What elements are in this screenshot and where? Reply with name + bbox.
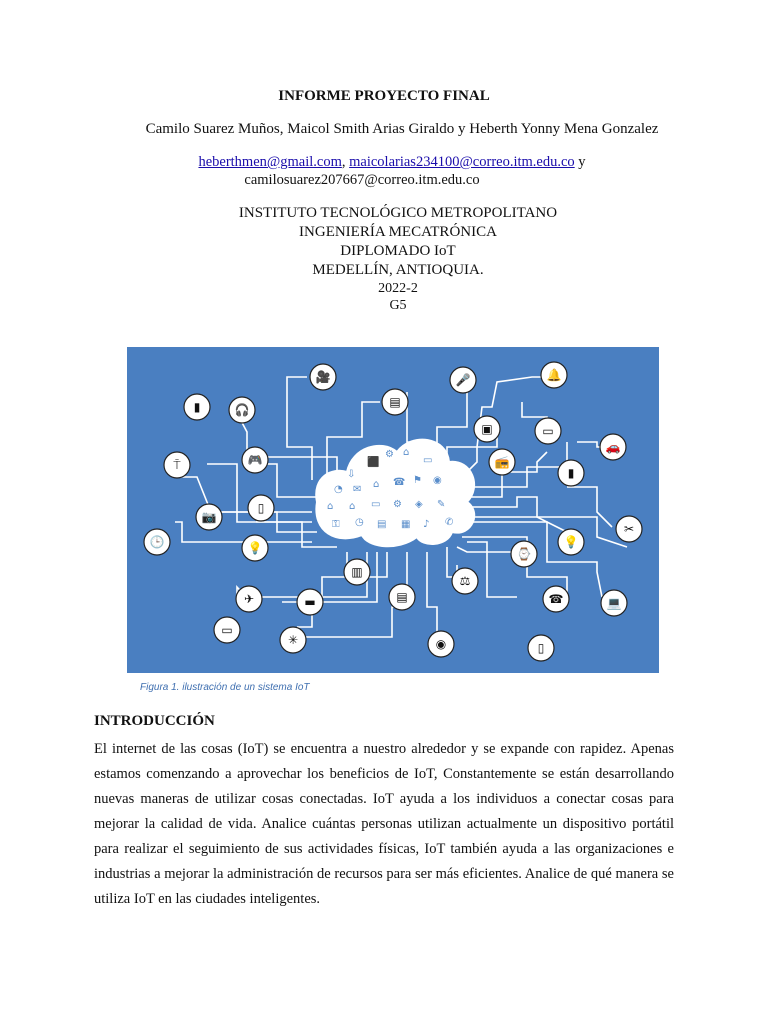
svg-text:🎧: 🎧: [234, 403, 250, 417]
svg-text:▯: ▯: [257, 501, 265, 515]
svg-text:◉: ◉: [433, 475, 442, 486]
svg-text:🕒: 🕒: [149, 535, 165, 549]
svg-text:▭: ▭: [371, 499, 381, 510]
svg-text:⌂: ⌂: [349, 501, 356, 512]
svg-text:☎: ☎: [393, 477, 406, 488]
intro-paragraph: El internet de las cosas (IoT) se encuentra a nuestro alrededor y se expande con rapidez. Apenas estamos comenzando a aprovechar los beneficios de IoT, Constantemente se están desarrollando nuevas maneras de utilizar cosas conectadas. IoT ayuda a los individuos a conectar cosas para mejorar la calidad de vida. Analice cuántas personas utilizan actualmente un dispositivo portátil para realizar el seguimiento de sus actividades físicas, IoT también ayuda a las organizaciones e industrias a mejorar la administración de recursos para ser más eficientes. Analice de qué manera se utiliza IoT en las ciudades inteligentes.: [94, 741, 674, 907]
svg-text:◈: ◈: [415, 499, 423, 510]
course-name: DIPLOMADO IoT: [340, 243, 456, 259]
svg-text:🎮: 🎮: [247, 453, 263, 467]
svg-text:▤: ▤: [396, 590, 408, 604]
email-link-maicol[interactable]: maicolarias234100@correo.itm.edu.co: [349, 154, 575, 170]
svg-text:📻: 📻: [494, 455, 510, 469]
svg-text:▤: ▤: [389, 395, 401, 409]
svg-text:▥: ▥: [351, 565, 363, 579]
svg-text:💡: 💡: [563, 535, 579, 549]
svg-text:⍑: ⍑: [173, 458, 181, 472]
svg-text:◷: ◷: [355, 517, 364, 528]
svg-text:▬: ▬: [304, 595, 316, 609]
svg-text:⌂: ⌂: [327, 501, 334, 512]
email-separator: ,: [341, 154, 350, 170]
svg-text:◔: ◔: [334, 484, 343, 495]
svg-text:▭: ▭: [423, 455, 433, 466]
svg-text:☎: ☎: [548, 592, 564, 606]
document-title: INFORME PROYECTO FINAL: [278, 88, 490, 104]
svg-text:✂: ✂: [623, 522, 635, 536]
email-camilo: camilosuarez207667@correo.itm.edu.co: [244, 172, 480, 188]
svg-text:📷: 📷: [201, 510, 217, 524]
svg-text:⌂: ⌂: [403, 447, 410, 458]
iot-network-diagram: [127, 347, 659, 673]
cloud-shape: [316, 440, 474, 547]
period: 2022-2: [378, 281, 418, 296]
svg-text:✳: ✳: [287, 633, 299, 647]
svg-text:⚖: ⚖: [459, 574, 471, 588]
intro-heading: INTRODUCCIÓN: [94, 713, 215, 729]
program-name: INGENIERÍA MECATRÓNICA: [299, 224, 497, 240]
svg-text:⇩: ⇩: [347, 469, 356, 480]
svg-text:⚙: ⚙: [393, 499, 402, 510]
svg-text:✉: ✉: [353, 484, 362, 495]
svg-text:▯: ▯: [537, 641, 545, 655]
email-separator: y: [574, 154, 586, 170]
svg-text:🎥: 🎥: [315, 370, 331, 384]
figure-caption: Figura 1. ilustración de un sistema IoT: [140, 682, 310, 693]
svg-text:⚿: ⚿: [332, 519, 340, 530]
city-name: MEDELLÍN, ANTIOQUIA.: [312, 262, 484, 278]
institution-name: INSTITUTO TECNOLÓGICO METROPOLITANO: [238, 205, 558, 221]
svg-text:▤: ▤: [377, 519, 387, 530]
svg-text:🚗: 🚗: [605, 440, 621, 454]
email-link-heberth[interactable]: heberthmen@gmail.com: [198, 154, 342, 170]
svg-text:◉: ◉: [435, 637, 447, 651]
svg-text:⚑: ⚑: [413, 475, 422, 486]
svg-text:✆: ✆: [445, 517, 454, 528]
svg-text:▮: ▮: [567, 466, 575, 480]
svg-text:▭: ▭: [542, 424, 554, 438]
svg-text:▣: ▣: [481, 422, 493, 436]
svg-text:⚙: ⚙: [385, 449, 394, 460]
svg-text:✈: ✈: [243, 592, 255, 606]
svg-text:💻: 💻: [606, 596, 622, 610]
svg-text:▦: ▦: [401, 519, 411, 530]
svg-text:✎: ✎: [437, 499, 446, 510]
svg-text:🔔: 🔔: [546, 368, 562, 382]
svg-text:🎤: 🎤: [455, 373, 471, 387]
svg-text:⌚: ⌚: [516, 547, 532, 561]
emails-line: [8, 154, 768, 171]
iot-illustration: [127, 347, 659, 673]
authors-line: Camilo Suarez Muños, Maicol Smith Arias Giraldo y Heberth Yonny Mena Gonzalez: [145, 121, 659, 137]
svg-text:💡: 💡: [247, 541, 263, 555]
svg-text:▮: ▮: [193, 400, 201, 414]
svg-text:⌂: ⌂: [373, 479, 380, 490]
group: G5: [389, 298, 407, 313]
svg-text:⬛: ⬛: [367, 457, 380, 468]
svg-text:▭: ▭: [221, 623, 233, 637]
svg-text:♪: ♪: [423, 519, 430, 530]
